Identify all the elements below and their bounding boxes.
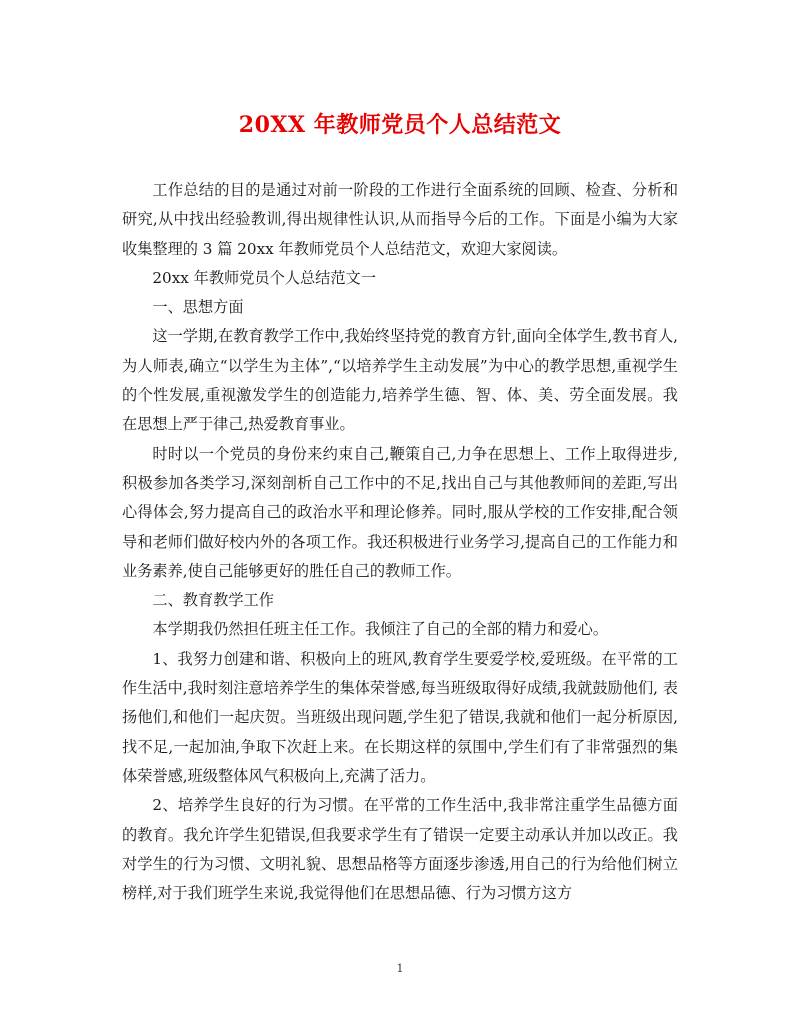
paragraph-thought-2: 时时以一个党员的身份来约束自己,鞭策自己,力争在思想上、工作上取得进步,积极参加各类学习,深刻剖析自己工作中的不足,找出自己与其他教师间的差距,写出心得体会,努力提高自己的政治水平和理论修养。同时,服从学校的工作安排,配合领导和老师们做好校内外的各项工作。我还积极进行业务学习,提高自己的工作能力和业务素养,使自己能够更好的胜任自己的教师工作。 bbox=[122, 444, 678, 580]
paragraph-teaching-intro: 本学期我仍然担任班主任工作。我倾注了自己的全部的精力和爱心。 bbox=[152, 620, 609, 639]
paragraph-intro: 工作总结的目的是通过对前一阶段的工作进行全面系统的回顾、检查、分析和研究,从中找出经验教训,得出规律性认识,从而指导今后的工作。下面是小编为大家收集整理的 3 篇 20xx 年教师党员个人总结范文，欢迎大家阅读。 bbox=[122, 181, 678, 258]
document-body bbox=[122, 176, 678, 908]
section-heading-teaching: 二、教育教学工作 bbox=[152, 591, 274, 610]
document-title: 20XX 年教师党员个人总结范文 bbox=[238, 112, 562, 138]
section-heading-thought: 一、思想方面 bbox=[152, 298, 244, 317]
paragraph-teaching-2: 2、培养学生良好的行为习惯。在平常的工作生活中,我非常注重学生品德方面的教育。我允许学生犯错误,但我要求学生有了错误一定要主动承认并加以改正。我对学生的行为习惯、文明礼貌、思想品格等方面逐步渗透,用自己的行为给他们树立榜样,对于我们班学生来说,我觉得他们在思想品德、行为习惯方这方 bbox=[122, 796, 678, 903]
paragraph-teaching-1: 1、我努力创建和谐、积极向上的班风,教育学生要爱学校,爱班级。在平常的工作生活中,我时刻注意培养学生的集体荣誉感,每当班级取得好成绩,我就鼓励他们, 表扬他们,和他们一起庆贺。当班级出现问题,学生犯了错误,我就和他们一起分析原因,找不足,一起加油,争取下次赶上来。在长期这样的氛围中,学生们有了非常强烈的集体荣誉感,班级整体风气积极向上,充满了活力。 bbox=[122, 649, 678, 785]
section-heading-article-one: 20xx 年教师党员个人总结范文一 bbox=[152, 268, 376, 287]
paragraph-thought-1: 这一学期,在教育教学工作中,我始终坚持党的教育方针,面向全体学生,教书育人,为人师表,确立“以学生为主体”,“以培养学生主动发展”为中心的教学思想,重视学生的个性发展,重视激发学生的创造能力,培养学生德、智、体、美、劳全面发展。我在思想上严于律己,热爱教育事业。 bbox=[122, 327, 678, 434]
page-number: 1 bbox=[396, 962, 404, 975]
